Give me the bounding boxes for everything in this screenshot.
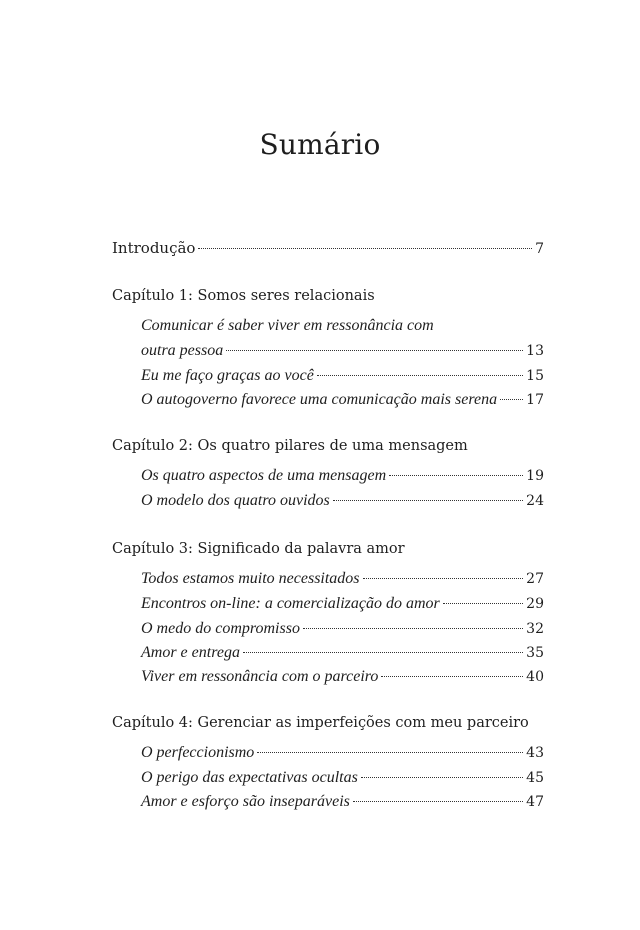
toc-entry-label: Amor e entrega	[141, 644, 240, 661]
toc-entry	[141, 491, 544, 511]
toc-entry-label: Os quatro aspectos de uma mensagem	[141, 467, 387, 484]
dot-leader	[257, 752, 523, 753]
dot-leader	[389, 475, 523, 476]
toc-entry	[141, 466, 544, 486]
toc-page-number: 7	[535, 241, 544, 257]
dot-leader	[303, 628, 523, 629]
toc-entry	[141, 743, 544, 763]
toc-entry-label: O autogoverno favorece uma comunicação mais serena	[141, 391, 498, 408]
dot-leader	[500, 399, 523, 400]
toc-entry	[141, 569, 544, 589]
toc-page-number: 35	[526, 645, 544, 661]
toc-page-number: 47	[526, 794, 544, 810]
toc-entry	[141, 594, 544, 614]
toc-entry-label: Encontros on-line: a comercialização do amor	[141, 595, 440, 612]
dot-leader	[317, 375, 523, 376]
toc-page-number: 24	[526, 493, 544, 509]
chapter-heading-2: Capítulo 2: Os quatro pilares de uma mensagem	[112, 438, 468, 454]
toc-entry-label: Todos estamos muito necessitados	[141, 570, 360, 587]
toc-entry	[141, 792, 544, 812]
dot-leader	[381, 676, 523, 677]
toc-entry-label: O medo do compromisso	[141, 620, 300, 637]
dot-leader	[443, 603, 523, 604]
dot-leader	[363, 578, 524, 579]
toc-entry	[141, 366, 544, 386]
toc-entry-label-line1: Comunicar é saber viver em ressonância com	[141, 317, 434, 334]
toc-page-number: 40	[526, 669, 544, 685]
dot-leader	[198, 248, 532, 249]
toc-entry	[141, 390, 544, 410]
toc-entry	[141, 619, 544, 639]
toc-entry-label: Introdução	[112, 239, 196, 257]
toc-entry	[141, 643, 544, 663]
toc-entry-label: O modelo dos quatro ouvidos	[141, 492, 330, 509]
toc-entry	[141, 667, 544, 687]
toc-page-number: 43	[526, 745, 544, 761]
dot-leader	[353, 801, 523, 802]
toc-entry	[141, 768, 544, 788]
toc-entry-introduction	[112, 238, 544, 259]
dot-leader	[333, 500, 523, 501]
dot-leader	[243, 652, 523, 653]
toc-entry-label: Viver em ressonância com o parceiro	[141, 668, 379, 685]
toc-page-number: 19	[526, 468, 544, 484]
toc-entry-label: Eu me faço graças ao você	[141, 367, 314, 384]
toc-entry-label: outra pessoa	[141, 342, 224, 359]
chapter-heading-1: Capítulo 1: Somos seres relacionais	[112, 288, 375, 304]
toc-entry-label: O perfeccionismo	[141, 744, 255, 761]
chapter-heading-3: Capítulo 3: Significado da palavra amor	[112, 541, 405, 557]
toc-page-number: 29	[526, 596, 544, 612]
toc-entry-label: Amor e esforço são inseparáveis	[141, 793, 350, 810]
toc-page-number: 32	[526, 621, 544, 637]
dot-leader	[361, 777, 523, 778]
toc-page-number: 13	[526, 343, 544, 359]
dot-leader	[226, 350, 523, 351]
page-title: Sumário	[259, 128, 381, 161]
toc-page-number: 17	[526, 392, 544, 408]
toc-page-number: 27	[526, 571, 544, 587]
toc-page-number: 45	[526, 770, 544, 786]
toc-page-number: 15	[526, 368, 544, 384]
toc-entry-label: O perigo das expectativas ocultas	[141, 769, 358, 786]
toc-entry	[141, 341, 544, 361]
chapter-heading-4: Capítulo 4: Gerenciar as imperfeições com meu parceiro	[112, 715, 529, 731]
